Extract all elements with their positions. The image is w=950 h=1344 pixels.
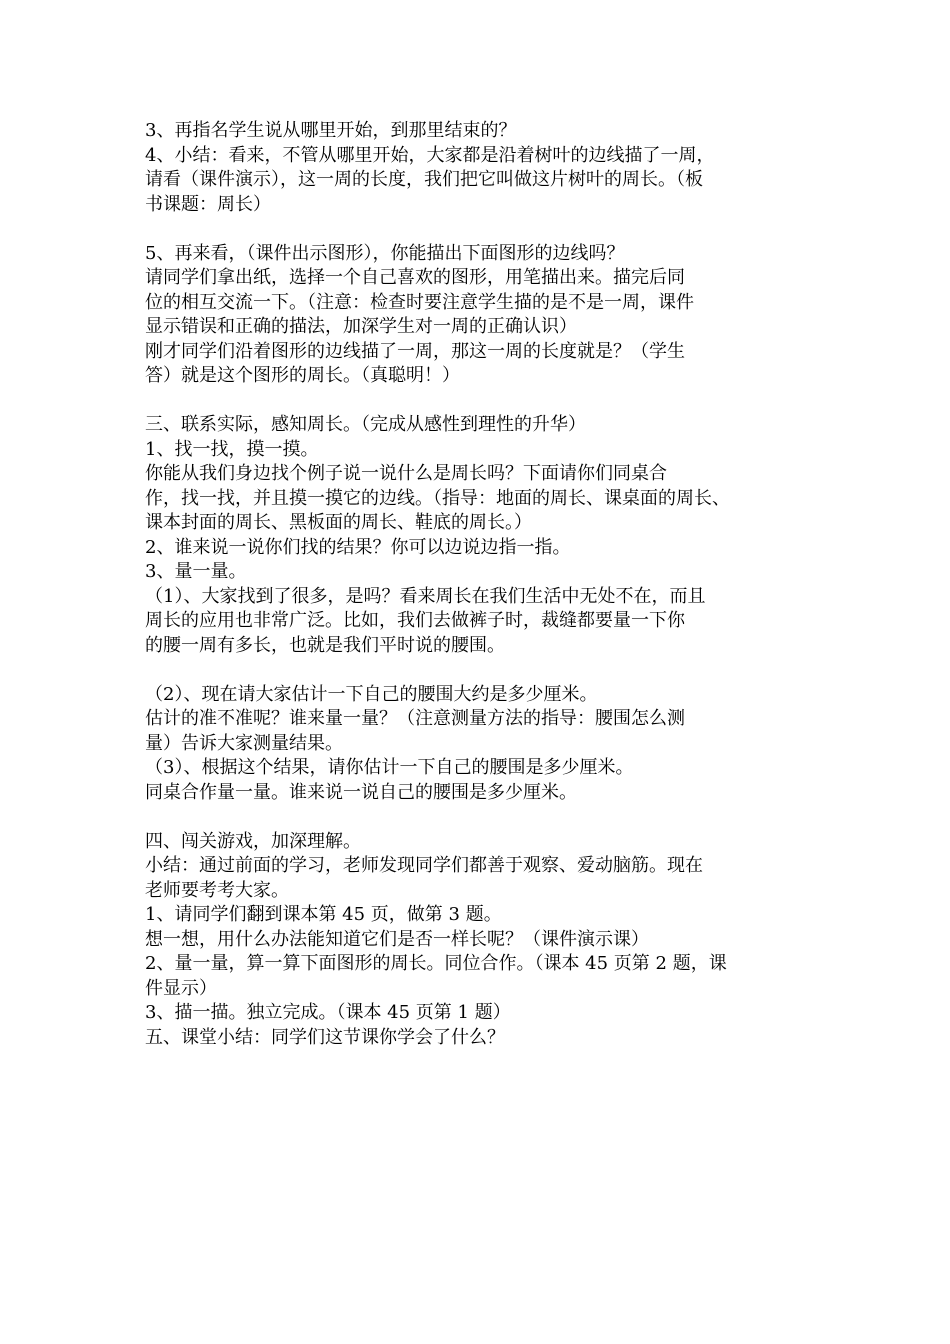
blank-line [145, 217, 825, 242]
text-line: 书课题：周长） [145, 193, 271, 215]
paragraph-block-1 [145, 119, 825, 217]
text-line: 显示错误和正确的描法，加深学生对一周的正确认识） [145, 316, 577, 337]
paragraph-block-2 [145, 242, 825, 389]
text-line: （2）、现在请大家估计一下自己的腰围大约是多少厘米。 [145, 683, 598, 705]
text-line: 4、小结：看来，不管从哪里开始，大家都是沿着树叶的边线描了一周， [145, 144, 715, 166]
text-line: 课本封面的周长、黑板面的周长、鞋底的周长。） [145, 512, 532, 533]
paragraph-block-3 [145, 413, 825, 658]
text-line: 请看（课件演示），这一周的长度，我们把它叫做这片树叶的周长。（板 [145, 169, 703, 190]
blank-line [145, 389, 825, 414]
text-line: 刚才同学们沿着图形的边线描了一周，那这一周的长度就是？（学生 [145, 340, 685, 362]
blank-line [145, 805, 825, 830]
text-line: 件显示） [145, 977, 217, 999]
text-line: 量）告诉大家测量结果。 [145, 732, 343, 754]
section-heading: 四、闯关游戏，加深理解。 [145, 830, 361, 852]
text-line: 的腰一周有多长，也就是我们平时说的腰围。 [145, 634, 505, 656]
text-line: 老师要考考大家。 [145, 879, 289, 901]
text-line: 同桌合作量一量。谁来说一说自己的腰围是多少厘米。 [145, 781, 577, 803]
text-line: 小结：通过前面的学习，老师发现同学们都善于观察、爱动脑筋。现在 [145, 855, 703, 876]
text-line: 位的相互交流一下。（注意：检查时要注意学生描的是不是一周，课件 [145, 291, 694, 313]
text-line: 周长的应用也非常广泛。比如，我们去做裤子时，裁缝都要量一下你 [145, 610, 685, 631]
text-line: 2、谁来说一说你们找的结果？你可以边说边指一指。 [145, 536, 571, 558]
section-heading: 五、课堂小结：同学们这节课你学会了什么？ [145, 1026, 505, 1048]
paragraph-block-5 [145, 830, 825, 1051]
text-line: 2、量一量，算一算下面图形的周长。同位合作。（课本 45 页第 2 题，课 [145, 953, 727, 974]
text-line: 1、请同学们翻到课本第 45 页，做第 3 题。 [145, 904, 502, 925]
text-line: 5、再来看，（课件出示图形），你能描出下面图形的边线吗？ [145, 242, 625, 264]
text-line: 请同学们拿出纸，选择一个自己喜欢的图形，用笔描出来。描完后同 [145, 267, 685, 288]
section-heading: 三、联系实际，感知周长。（完成从感性到理性的升华） [145, 414, 586, 435]
text-line: 3、量一量。 [145, 561, 247, 582]
text-line: 3、再指名学生说从哪里开始，到那里结束的？ [145, 120, 517, 141]
text-line: 想一想，用什么办法能知道它们是否一样长呢？（课件演示课） [145, 928, 649, 950]
paragraph-block-4 [145, 683, 825, 806]
text-line: 3、描一描。独立完成。（课本 45 页第 1 题） [145, 1002, 511, 1023]
blank-line [145, 658, 825, 683]
text-line: 估计的准不准呢？谁来量一量？（注意测量方法的指导：腰围怎么测 [145, 708, 685, 729]
text-line: 答）就是这个图形的周长。（真聪明！） [145, 365, 460, 386]
text-line: 你能从我们身边找个例子说一说什么是周长吗？下面请你们同桌合 [145, 463, 667, 484]
document-page [145, 119, 825, 1050]
text-line: 1、找一找，摸一摸。 [145, 438, 319, 460]
text-line: （1）、大家找到了很多，是吗？看来周长在我们生活中无处不在，而且 [145, 585, 706, 607]
text-line: 作，找一找，并且摸一摸它的边线。（指导：地面的周长、课桌面的周长、 [145, 487, 730, 509]
text-line: （3）、根据这个结果，请你估计一下自己的腰围是多少厘米。 [145, 757, 634, 778]
